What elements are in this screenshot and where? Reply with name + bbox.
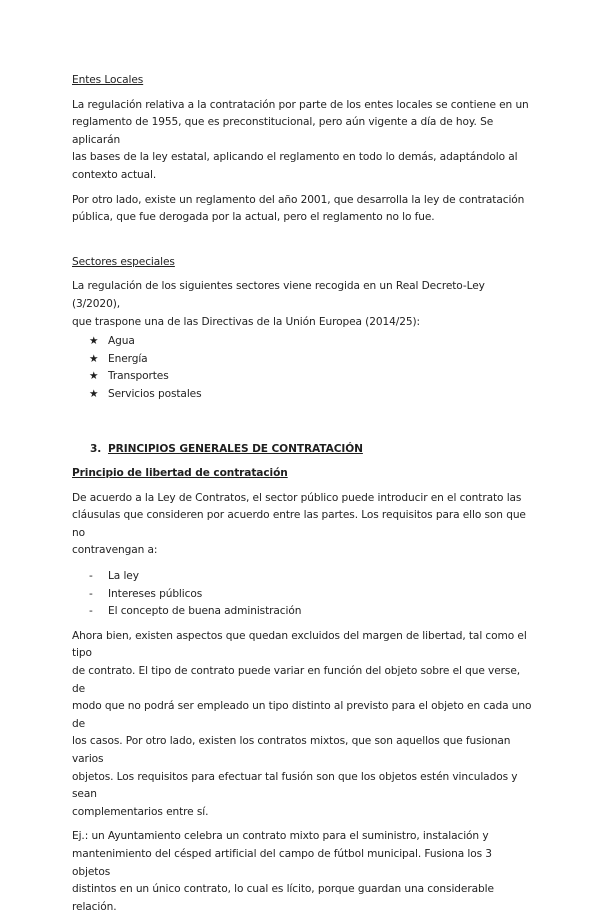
list-item xyxy=(72,351,532,369)
document-body xyxy=(72,72,532,916)
list-item-label: Agua xyxy=(108,335,135,348)
paragraph-entes-1 xyxy=(72,97,532,185)
text-line: cláusulas que consideren por acuerdo entre las partes. Los requisitos para ello son que no xyxy=(72,509,526,539)
list-item xyxy=(72,368,532,386)
list-item xyxy=(72,333,532,351)
text-line: modo que no podrá ser empleado un tipo distinto al previsto para el objeto en cada uno de xyxy=(72,700,532,730)
text-line: distintos en un único contrato, lo cual es lícito, porque guardan una considerable relación. xyxy=(72,883,494,913)
section-heading xyxy=(72,441,532,459)
star-bullet-icon: ★ xyxy=(89,352,99,365)
list-item xyxy=(72,603,532,621)
section-number: 3. xyxy=(90,442,102,455)
text-line: contravengan a: xyxy=(72,544,158,557)
list-item-label: El concepto de buena administración xyxy=(108,605,302,618)
list-item-label: Transportes xyxy=(108,370,169,383)
text-line: De acuerdo a la Ley de Contratos, el sector público puede introducir en el contrato las xyxy=(72,491,522,504)
text-line: La regulación relativa a la contratación por parte de los entes locales se contiene en un xyxy=(72,98,529,111)
star-bullet-icon: ★ xyxy=(89,387,99,400)
paragraph-libertad-1 xyxy=(72,490,532,560)
paragraph-sectores-1 xyxy=(72,278,532,331)
list-item xyxy=(72,586,532,604)
list-item-label: La ley xyxy=(108,570,139,583)
dash-bullet: - xyxy=(89,605,93,618)
text-line: complementarios entre sí. xyxy=(72,805,209,818)
text-line: los casos. Por otro lado, existen los contratos mixtos, que son aquellos que fusionan varios xyxy=(72,735,511,765)
list-item xyxy=(72,386,532,404)
subheading-libertad: Principio de libertad de contratación xyxy=(72,467,288,480)
star-bullet-icon: ★ xyxy=(89,335,99,348)
text-line: pública, que fue derogada por la actual, pero el reglamento no lo fue. xyxy=(72,211,435,224)
heading-sectores-especiales: Sectores especiales xyxy=(72,255,175,268)
text-line: objetos. Los requisitos para efectuar tal fusión son que los objetos estén vinculados y sean xyxy=(72,770,518,801)
star-bullet-icon: ★ xyxy=(89,370,99,383)
paragraph-entes-2 xyxy=(72,192,532,227)
list-item xyxy=(72,568,532,586)
text-line: mantenimiento del césped artificial del campo de fútbol municipal. Fusiona los 3 objetos xyxy=(72,847,492,878)
list-item-label: Intereses públicos xyxy=(108,587,203,600)
text-line: de contrato. El tipo de contrato puede variar en función del objeto sobre el que verse, de xyxy=(72,665,521,695)
requisitos-list xyxy=(72,568,532,621)
list-item-label: Servicios postales xyxy=(108,387,202,400)
text-line: Por otro lado, existe un reglamento del año 2001, que desarrolla la ley de contratación xyxy=(72,193,525,206)
paragraph-ejemplo xyxy=(72,828,532,916)
paragraph-libertad-2 xyxy=(72,628,532,822)
list-item-label: Energía xyxy=(108,352,148,365)
heading-entes-locales: Entes Locales xyxy=(72,74,144,86)
text-line: reglamento de 1955, que es preconstitucional, pero aún vigente a día de hoy. Se aplicarán xyxy=(72,116,494,146)
text-line: Ej.: un Ayuntamiento celebra un contrato mixto para el suministro, instalación y xyxy=(72,830,489,843)
dash-bullet: - xyxy=(89,587,93,600)
text-line: Ahora bien, existen aspectos que quedan excluidos del margen de libertad, tal como el tipo xyxy=(72,629,527,660)
section-title: PRINCIPIOS GENERALES DE CONTRATACIÓN xyxy=(108,442,363,455)
sectores-list xyxy=(72,333,532,403)
dash-bullet: - xyxy=(89,570,93,583)
text-line: que traspone una de las Directivas de la Unión Europea (2014/25): xyxy=(72,315,421,328)
text-line: las bases de la ley estatal, aplicando el reglamento en todo lo demás, adaptándolo al xyxy=(72,151,518,164)
text-line: contexto actual. xyxy=(72,168,157,181)
text-line: La regulación de los siguientes sectores viene recogida en un Real Decreto-Ley (3/2020), xyxy=(72,280,485,310)
